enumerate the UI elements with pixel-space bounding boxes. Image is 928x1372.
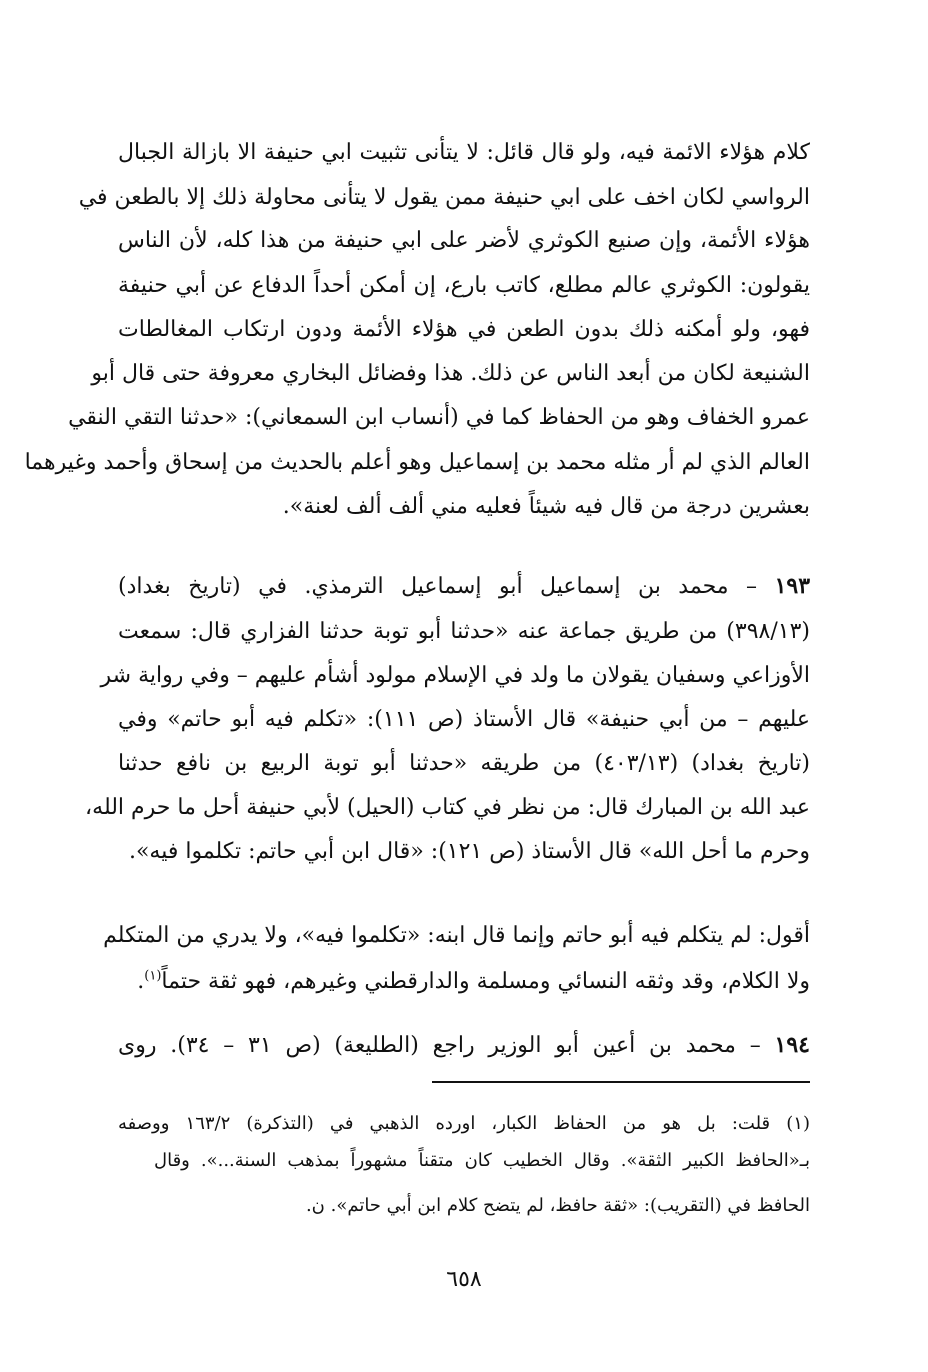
text-line: يقولون: الكوثري عالم مطلع، كاتب بارع، إن أمكن أحداً الدفاع عن أبي حنيفة <box>118 273 810 298</box>
reply-text: ولا الكلام، وقد وثقه النسائي ومسلمة والدارقطني وغيرهم، فهو ثقة حتماً <box>161 969 810 994</box>
page-number: ٦٥٨ <box>446 1267 482 1292</box>
footnote-separator <box>432 1081 810 1083</box>
reply-end: . <box>137 969 145 994</box>
text-line: (تاريخ بغداد) (٤٠٣/١٣) من طريقه «حدثنا أبو توبة الربيع بن نافع حدثنا <box>118 751 810 776</box>
entry-heading-text: – محمد بن أعين أبو الوزير راجع (الطليعة) (ص ٣١ – ٣٤). روى <box>118 1033 761 1058</box>
text-line: الرواسي لكان اخف على ابي حنيفة ممن يقول لا يتأنى محاولة ذلك إلا بالطعن في <box>78 185 810 210</box>
text-line: الأوزاعي وسفيان يقولان ما ولد في الإسلام مولود أشأم عليهم – وفي رواية شر <box>100 663 810 688</box>
entry-number: ١٩٤ <box>774 1032 810 1058</box>
text-line: عليهم – من أبي حنيفة» قال الأستاذ (ص ١١١): «تكلم فيه أبو حاتم» وفي <box>118 707 810 732</box>
entry-number: ١٩٣ <box>774 573 811 599</box>
text-line: عبد الله بن المبارك قال: من نظر في كتاب (الحيل) لأبي حنيفة أحل ما حرم الله، <box>85 795 810 820</box>
text-line <box>118 962 810 1002</box>
text-line: هؤلاء الأئمة، وإن صنيع الكوثري لأضر على ابي حنيفة من هذا كله، لأن الناس <box>118 228 810 253</box>
text-line: الشنيعة لكان من أبعد الناس عن ذلك. هذا وفضائل البخاري معروفة حتى قال أبو <box>91 361 810 386</box>
entry-heading-line <box>118 1025 810 1065</box>
text-line: كلام هؤلاء الائمة فيه، ولو قال قائل: لا يتأنى تثبيت ابي حنيفة الا بازالة الجبال <box>118 140 810 165</box>
text-line: بعشرين درجة من قال فيه شيئاً فعليه مني ألف ألف لعنة». <box>282 494 810 519</box>
text-line: أقول: لم يتكلم فيه أبو حاتم وإنما قال ابنه: «تكلموا فيه»، ولا يدري من المتكلم <box>103 923 810 948</box>
entry-heading-line <box>118 566 810 606</box>
text-line: (٣٩٨/١٣) من طريق جماعة عنه «حدثنا أبو توبة حدثنا الفزاري قال: سمعت <box>118 619 810 644</box>
footnote-line: (١) قلت: بل هو من الحفاظ الكبار، اورده الذهبي في (التذكرة) ١٦٣/٢ ووصفه <box>118 1113 810 1134</box>
text-line: العالم الذي لم أر مثله محمد بن إسماعيل وهو أعلم بالحديث من إسحاق وأحمد وغيرهما <box>24 450 810 475</box>
footnote-line: بـ«الحافظ الكبير الثقة». وقال الخطيب كان متقناً مشهوراً بمذهب السنة...». وقال <box>154 1150 810 1171</box>
text-line: وحرم ما أحل الله» قال الأستاذ (ص ١٢١): «قال ابن أبي حاتم: تكلموا فيه». <box>128 839 810 864</box>
text-line: عمرو الخفاف وهو من الحفاظ كما في (أنساب ابن السمعاني): «حدثنا التقي النقي <box>68 405 810 430</box>
footnote-line: الحافظ في (التقريب): «ثقة حافظ، لم يتضح كلام ابن أبي حاتم». ن. <box>305 1195 810 1216</box>
footnote-marker[interactable]: (١) <box>144 968 162 984</box>
entry-heading-text: – محمد بن إسماعيل أبو إسماعيل الترمذي. في (تاريخ بغداد) <box>118 574 758 599</box>
text-line: فهو، ولو أمكنه ذلك بدون الطعن في هؤلاء الأئمة ودون ارتكاب المغالطات <box>118 317 810 342</box>
